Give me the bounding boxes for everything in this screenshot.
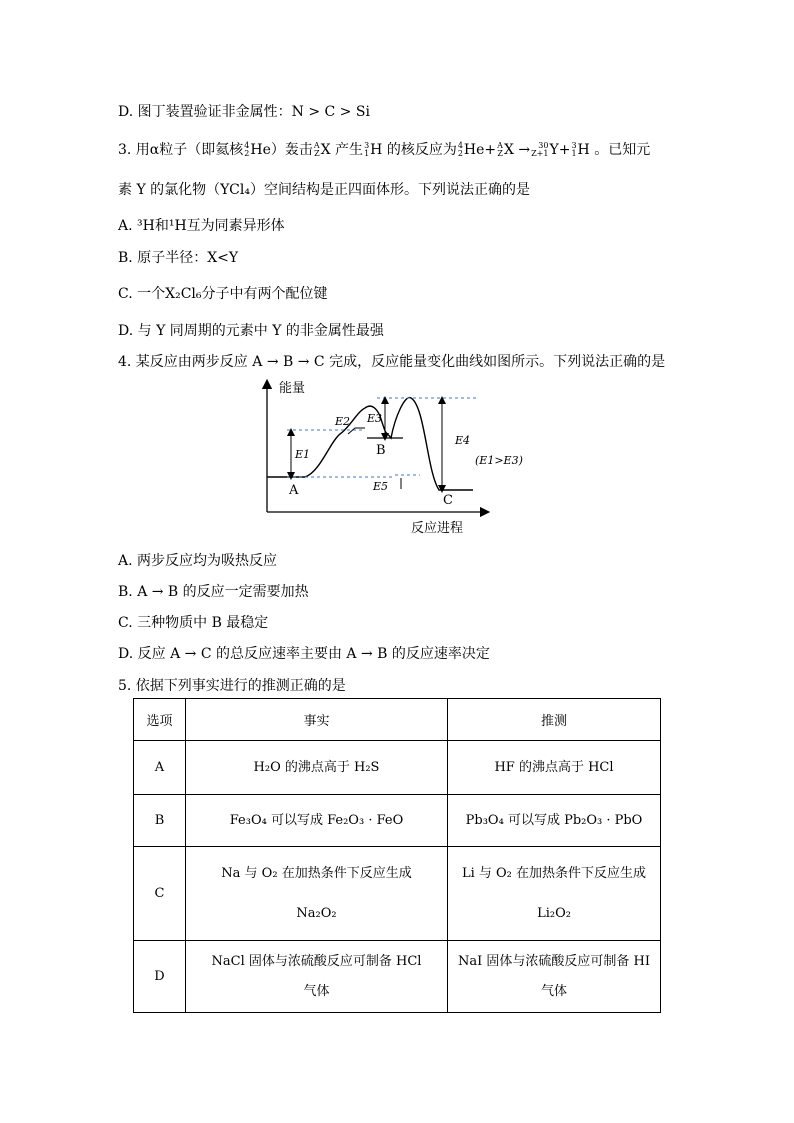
row-guess: Li 与 O₂ 在加热条件下反应生成 Li₂O₂	[448, 847, 661, 941]
row-guess: NaI 固体与浓硫酸反应可制备 HI 气体	[448, 941, 661, 1013]
label-e4: E4	[455, 434, 471, 447]
table-row	[134, 847, 661, 941]
row-option: D	[134, 941, 186, 1013]
label-e2: E2	[335, 415, 351, 428]
y-axis-label: 能量	[279, 380, 306, 395]
row-option: A	[134, 741, 186, 795]
header-guess: 推测	[448, 699, 661, 741]
q3-option-c: C. 一个X₂Cl₆分子中有两个配位键	[118, 286, 328, 302]
q3-option-a: A. ³H和¹H互为同素异形体	[118, 218, 285, 234]
q5-stem: 5. 依据下列事实进行的推测正确的是	[118, 678, 346, 694]
q3-option-b: B. 原子半径：X<Y	[118, 250, 239, 266]
row-fact: Fe₃O₄ 可以写成 Fe₂O₃ · FeO	[186, 795, 448, 847]
table-header-row	[134, 699, 661, 741]
row-option: C	[134, 847, 186, 941]
q4-option-d: D. 反应 A → C 的总反应速率主要由 A → B 的反应速率决定	[118, 646, 490, 662]
label-e3: E3	[367, 412, 383, 425]
q4-option-b: B. A → B 的反应一定需要加热	[118, 584, 309, 600]
label-c: C	[443, 493, 453, 508]
label-a: A	[289, 483, 299, 498]
q3-option-d: D. 与 Y 同周期的元素中 Y 的非金属性最强	[118, 323, 384, 339]
table-row	[134, 941, 661, 1013]
row-fact: H₂O 的沸点高于 H₂S	[186, 741, 448, 795]
row-fact: NaCl 固体与浓硫酸反应可制备 HCl 气体	[186, 941, 448, 1013]
q3-stem-line1: 3. 用α粒子（即氦核 4 2 He）轰击 A Z X 产生 3 1 H 的核反应为 4 2 He+ A Z X → 30 Z+1 Y+ 3 1 H 。已知元	[118, 141, 651, 158]
q4-stem: 4. 某反应由两步反应 A → B → C 完成，反应能量变化曲线如图所示。下列说法正确的是	[118, 354, 666, 370]
q5-table	[133, 698, 661, 1013]
label-note: (E1>E3)	[475, 454, 523, 467]
q3-stem-line2: 素 Y 的氯化物（YCl₄）空间结构是正四面体形。下列说法正确的是	[118, 182, 530, 198]
q4-option-c: C. 三种物质中 B 最稳定	[118, 615, 269, 631]
row-option: B	[134, 795, 186, 847]
row-guess: HF 的沸点高于 HCl	[448, 741, 661, 795]
row-fact: Na 与 O₂ 在加热条件下反应生成 Na₂O₂	[186, 847, 448, 941]
label-e5: E5	[373, 480, 389, 493]
x-axis-label: 反应进程	[411, 520, 464, 535]
q2-option-d: D. 图丁装置验证非金属性：N > C > Si	[118, 104, 370, 120]
row-guess: Pb₃O₄ 可以写成 Pb₂O₃ · PbO	[448, 795, 661, 847]
q4-option-a: A. 两步反应均为吸热反应	[118, 553, 278, 569]
label-e1: E1	[295, 448, 311, 461]
label-b: B	[376, 443, 386, 458]
header-option: 选项	[134, 699, 186, 741]
header-fact: 事实	[186, 699, 448, 741]
energy-diagram	[245, 372, 545, 542]
table-row	[134, 795, 661, 847]
table-row	[134, 741, 661, 795]
